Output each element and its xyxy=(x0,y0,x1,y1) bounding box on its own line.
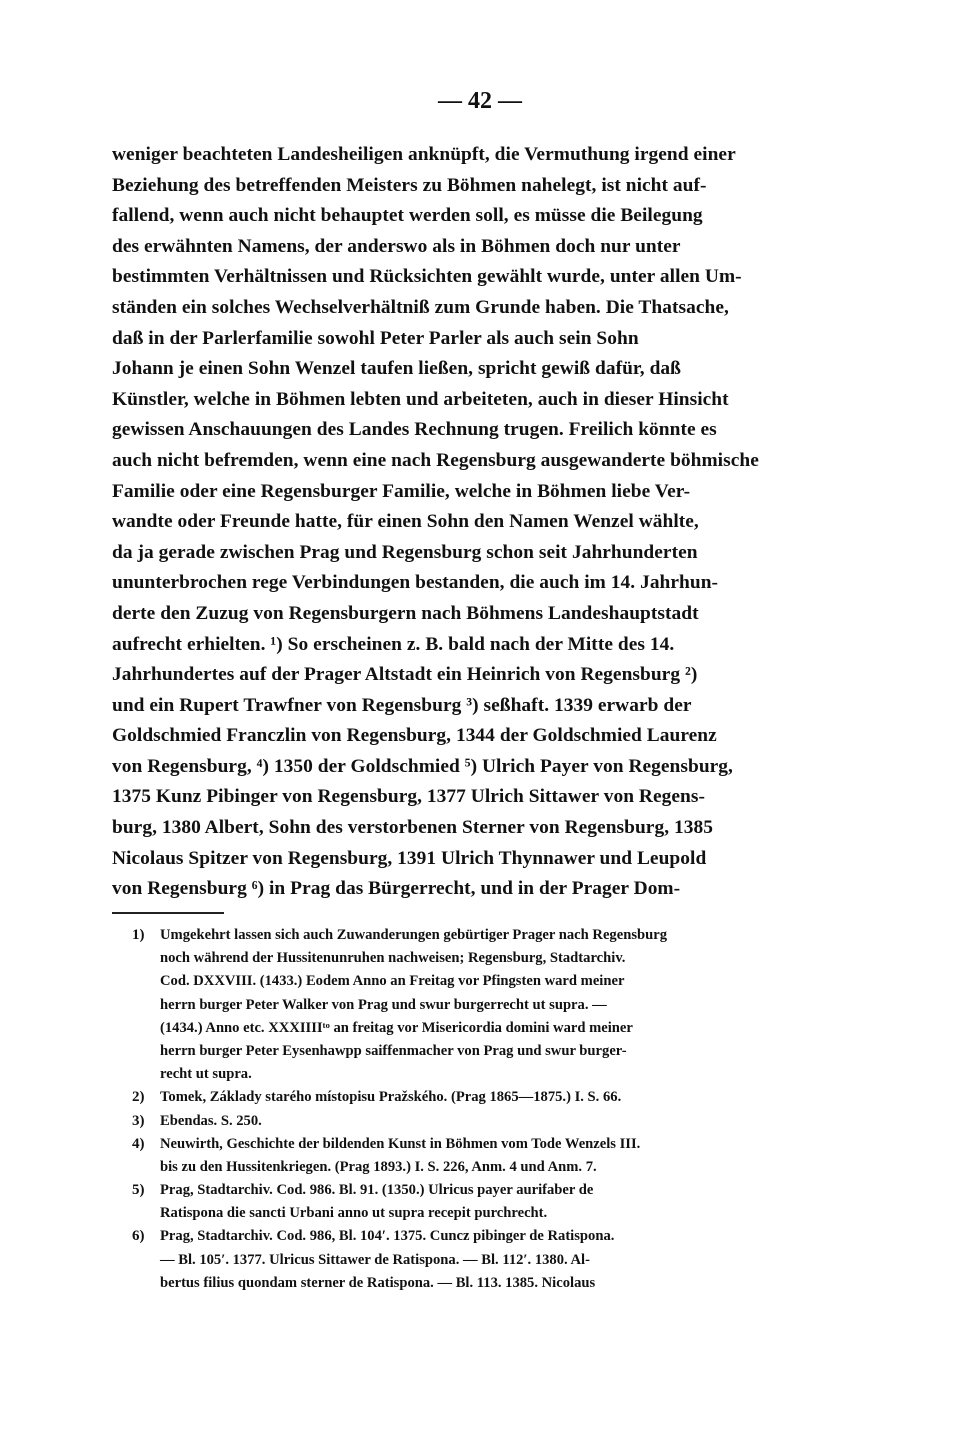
text-line: derte den Zuzug von Regensburgern nach Böhmens Landeshauptstadt xyxy=(112,602,699,624)
page-number: — 42 — xyxy=(438,88,522,114)
text-line: Familie oder eine Regensburger Familie, welche in Böhmen liebe Ver- xyxy=(112,480,691,502)
text-line: burg, 1380 Albert, Sohn des verstorbenen Sterner von Regensburg, 1385 xyxy=(112,817,713,839)
text-line: auch nicht befremden, wenn eine nach Regensburg ausgewanderte böhmische xyxy=(112,449,759,471)
footnote-line: bertus filius quondam sterner de Ratispona. — Bl. 113. 1385. Nicolaus xyxy=(160,1274,596,1291)
footnote xyxy=(112,1179,852,1225)
text-line: Künstler, welche in Böhmen lebten und arbeiteten, auch in dieser Hinsicht xyxy=(112,388,729,410)
text-line: von Regensburg, ⁴) 1350 der Goldschmied ⁵) Ulrich Payer von Regensburg, xyxy=(112,755,733,777)
text-line: weniger beachteten Landesheiligen anknüpft, die Vermuthung irgend einer xyxy=(112,144,736,165)
footnote-number: 4) xyxy=(132,1135,145,1152)
text-line: aufrecht erhielten. ¹) So erscheinen z. B. bald nach der Mitte des 14. xyxy=(112,633,675,655)
footnote-line: Ratispona die sancti Urbani anno ut supra recepit purchrecht. xyxy=(160,1205,548,1222)
footnote-number: 3) xyxy=(132,1112,145,1129)
text-line: ununterbrochen rege Verbindungen bestanden, die auch im 14. Jahrhun- xyxy=(112,572,719,594)
text-line: gewissen Anschauungen des Landes Rechnung trugen. Freilich könnte es xyxy=(112,419,717,441)
footnote-line: bis zu den Hussitenkriegen. (Prag 1893.) I. S. 226, Anm. 4 und Anm. 7. xyxy=(160,1158,597,1175)
text-line: da ja gerade zwischen Prag und Regensburg schon seit Jahrhunderten xyxy=(112,541,698,563)
text-line: ständen ein solches Wechselverhältniß zum Grunde haben. Die Thatsache, xyxy=(112,296,729,318)
main-text xyxy=(112,140,852,905)
footnote-line: Prag, Stadtarchiv. Cod. 986, Bl. 104′. 1375. Cuncz pibinger de Ratispona. xyxy=(160,1228,615,1245)
footnote-number: 6) xyxy=(132,1228,145,1245)
footnote-line: Cod. DXXVIII. (1433.) Eodem Anno an Freitag vor Pfingsten ward meiner xyxy=(160,973,625,990)
footnote-line: herrn burger Peter Walker von Prag und swur burgerrecht ut supra. — xyxy=(160,996,607,1013)
text-line: Nicolaus Spitzer von Regensburg, 1391 Ulrich Thynnawer und Leupold xyxy=(112,847,707,869)
footnote-number: 2) xyxy=(132,1089,145,1106)
footnote xyxy=(112,1133,852,1179)
text-line: des erwähnten Namens, der anderswo als in Böhmen doch nur unter xyxy=(112,235,681,257)
footnote-line: — Bl. 105′. 1377. Ulricus Sittawer de Ratispona. — Bl. 112′. 1380. Al- xyxy=(160,1251,590,1268)
text-line: Goldschmied Franczlin von Regensburg, 1344 der Goldschmied Laurenz xyxy=(112,725,717,747)
footnote xyxy=(112,1086,852,1109)
text-line: wandte oder Freunde hatte, für einen Sohn den Namen Wenzel wählte, xyxy=(112,511,699,533)
text-line: bestimmten Verhältnissen und Rücksichten gewählt wurde, unter allen Um- xyxy=(112,266,742,288)
footnote xyxy=(112,1110,852,1133)
footnote-line: Prag, Stadtarchiv. Cod. 986. Bl. 91. (1350.) Ulricus payer aurifaber de xyxy=(160,1182,594,1199)
footnote-line: Umgekehrt lassen sich auch Zuwanderungen gebürtiger Prager nach Regensburg xyxy=(160,927,668,943)
footnote-line: Ebendas. S. 250. xyxy=(160,1112,262,1129)
footnotes xyxy=(112,924,852,1295)
footnote-line: noch während der Hussitenunruhen nachweisen; Regensburg, Stadtarchiv. xyxy=(160,950,626,967)
footnote-line: Neuwirth, Geschichte der bildenden Kunst in Böhmen vom Tode Wenzels III. xyxy=(160,1135,641,1152)
text-line: fallend, wenn auch nicht behauptet werden soll, es müsse die Beilegung xyxy=(112,205,703,227)
footnote xyxy=(112,924,852,1086)
text-line: Jahrhundertes auf der Prager Altstadt ein Heinrich von Regensburg ²) xyxy=(112,664,698,686)
footnote-number: 1) xyxy=(132,927,145,943)
text-line: von Regensburg ⁶) in Prag das Bürgerrecht, und in der Prager Dom- xyxy=(112,878,681,900)
text-line: daß in der Parlerfamilie sowohl Peter Parler als auch sein Sohn xyxy=(112,327,639,349)
footnote xyxy=(112,1225,852,1295)
footnote-line: Tomek, Základy starého místopisu Pražského. (Prag 1865—1875.) I. S. 66. xyxy=(160,1089,622,1106)
footnote-line: recht ut supra. xyxy=(160,1066,252,1083)
footnote-line: (1434.) Anno etc. XXXIIIIᵗᵒ an freitag vor Misericordia domini ward meiner xyxy=(160,1019,633,1036)
text-line: und ein Rupert Trawfner von Regensburg ³) seßhaft. 1339 erwarb der xyxy=(112,694,692,716)
text-line: Johann je einen Sohn Wenzel taufen ließen, spricht gewiß dafür, daß xyxy=(112,358,681,380)
text-line: 1375 Kunz Pibinger von Regensburg, 1377 Ulrich Sittawer von Regens- xyxy=(112,786,705,808)
footnote-line: herrn burger Peter Eysenhawpp saiffenmacher von Prag und swur burger- xyxy=(160,1042,627,1059)
footnote-number: 5) xyxy=(132,1182,145,1199)
text-line: Beziehung des betreffenden Meisters zu Böhmen nahelegt, ist nicht auf- xyxy=(112,174,707,196)
footnote-separator xyxy=(112,912,224,914)
